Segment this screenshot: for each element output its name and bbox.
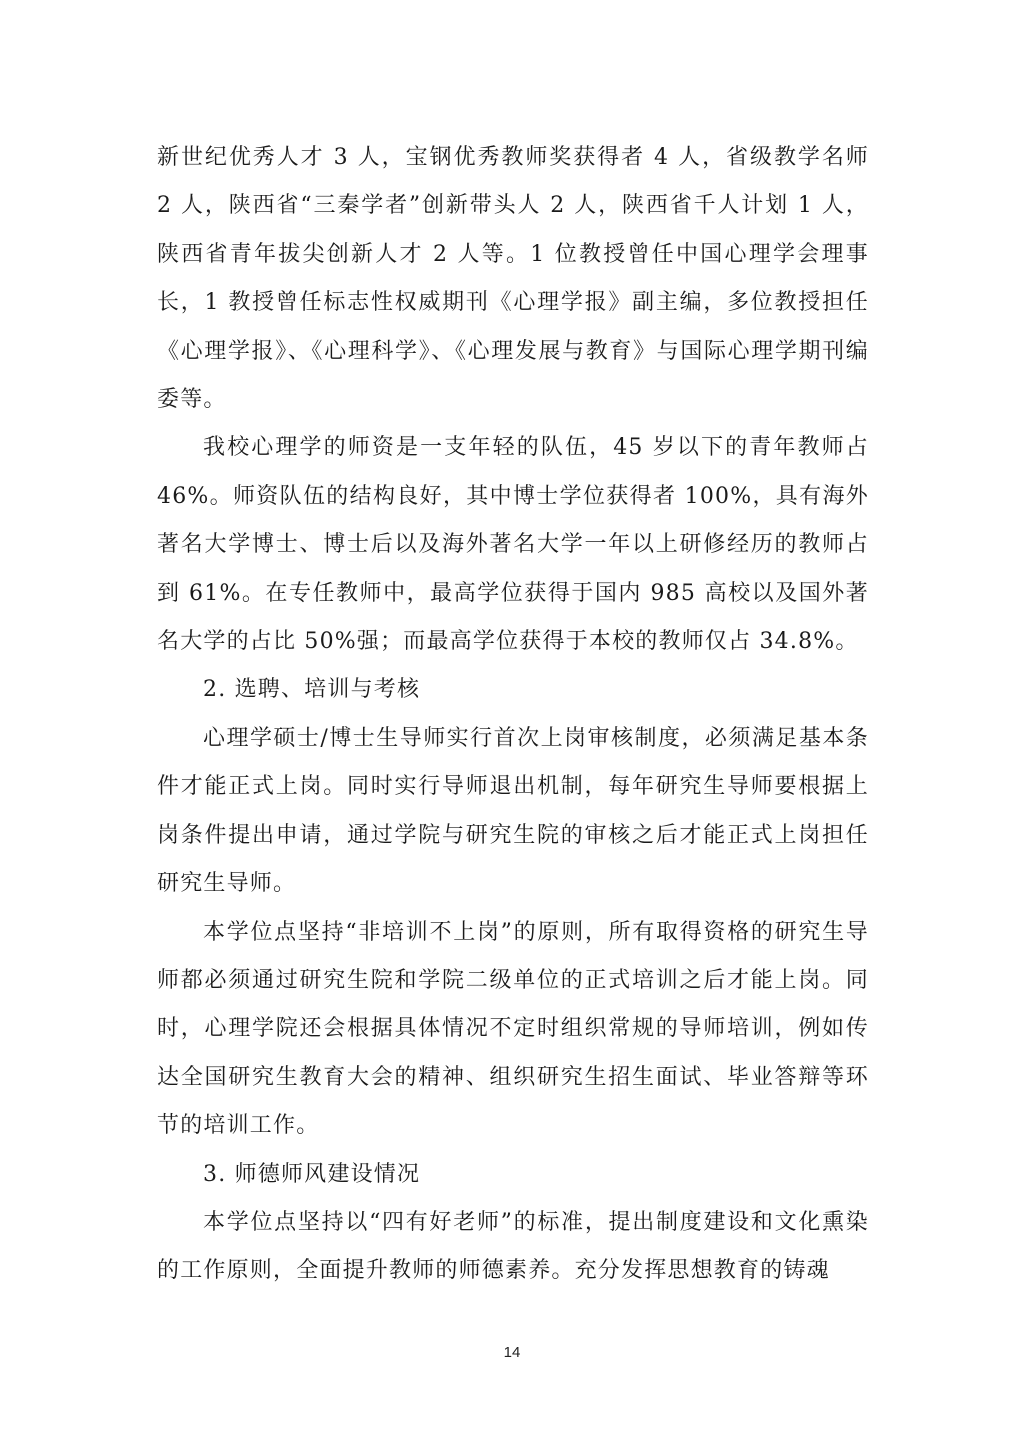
paragraph-ethics: 本学位点坚持以“四有好老师”的标准，提出制度建设和文化熏染的工作原则，全面提升教师的师德素养。充分发挥思想教育的铸魂 [157, 1209, 869, 1284]
body-text [157, 134, 869, 1296]
paragraph-advisor-review: 心理学硕士/博士生导师实行首次上岗审核制度，必须满足基本条件才能正式上岗。同时实行导师退出机制，每年研究生导师要根据上岗条件提出申请，通过学院与研究生院的审核之后才能正式上岗担任研究生导师。 [157, 725, 869, 897]
section-heading-recruitment: 2. 选聘、培训与考核 [203, 677, 421, 703]
paragraph-talent-awards: 新世纪优秀人才 3 人，宝钢优秀教师奖获得者 4 人，省级教学名师 2 人，陕西省“三秦学者”创新带头人 2 人，陕西省千人计划 1 人，陕西省青年拔尖创新人才 2 人等。1 位教授曾任中国心理学会理事长，1 教授曾任标志性权威期刊《心理学报》副主编，多位教授担任《心理学报》、《心理科学》、《心理发展与教育》与国际心理学期刊编委等。 [157, 145, 869, 413]
paragraph-advisor-training: 本学位点坚持“非培训不上岗”的原则，所有取得资格的研究生导师都必须通过研究生院和学院二级单位的正式培训之后才能上岗。同时，心理学院还会根据具体情况不定时组织常规的导师培训，例如传达全国研究生教育大会的精神、组织研究生招生面试、毕业答辩等环节的培训工作。 [157, 919, 869, 1139]
section-heading-ethics: 3. 师德师风建设情况 [203, 1161, 421, 1187]
paragraph-faculty-structure: 我校心理学的师资是一支年轻的队伍，45 岁以下的青年教师占 46%。师资队伍的结构良好，其中博士学位获得者 100%，具有海外著名大学博士、博士后以及海外著名大学一年以上研修经历的教师占到 61%。在专任教师中，最高学位获得于国内 985 高校以及国外著名大学的占比 50%强；而最高学位获得于本校的教师仅占 34.8%。 [157, 435, 869, 655]
page-number: 14 [503, 1344, 521, 1361]
